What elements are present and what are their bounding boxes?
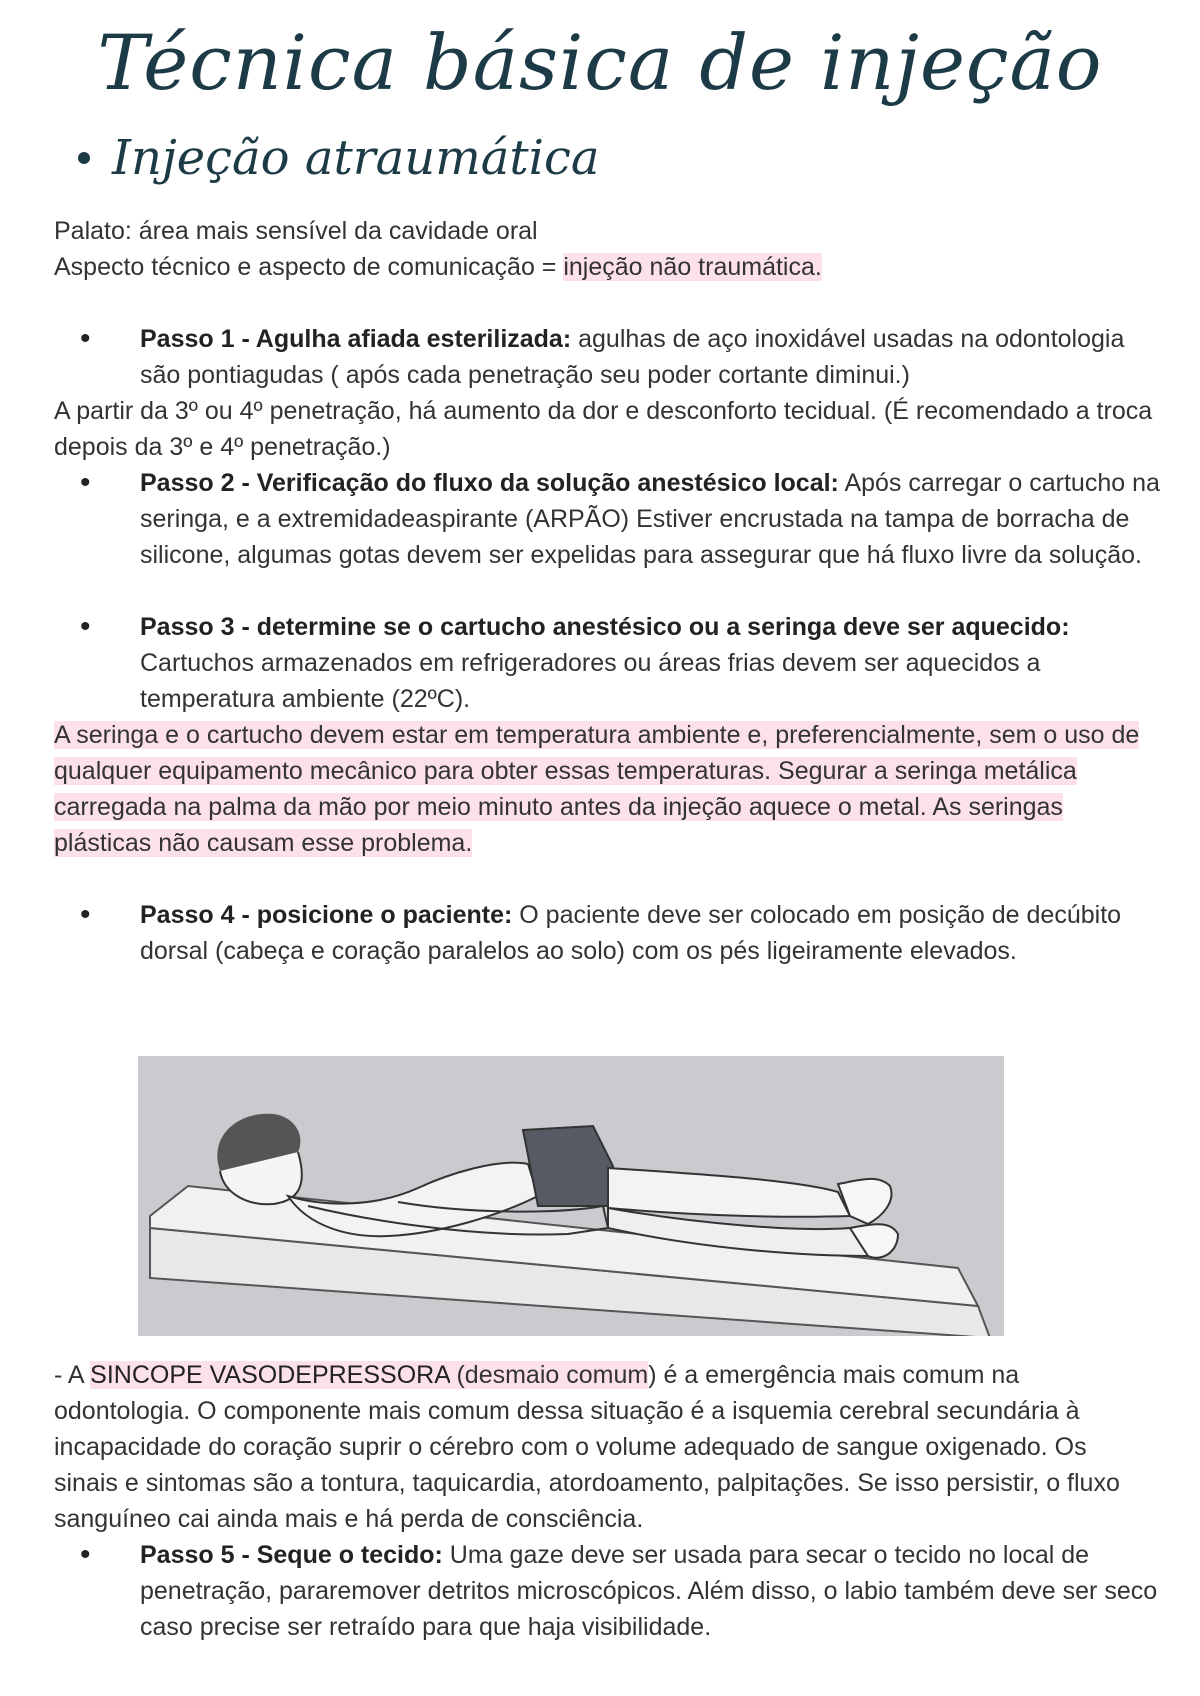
intro-highlight: injeção não traumática. [563,253,822,281]
intro-line-1: Palato: área mais sensível da cavidade oral [54,217,538,245]
syncope-text: ) é a emergência mais comum na odontologia. O componente mais comum dessa situação é a isquemia cerebral secundária à incapacidade do coração suprir o cérebro com o volume adequado de sangue oxigenado. Os sinais e sintomas são a tontura, taquicardia, atordoamento, palpitações. Se isso persistir, o fluxo sanguíneo cai ainda mais e há perda de consciência. [54,1361,1120,1533]
section-heading-text: Injeção atraumática [112,130,600,186]
step-1-text: agulhas de aço inoxidável usadas na odontologia são pontiagudas ( após cada penetração seu poder cortante diminui.) [140,325,1125,389]
highlight-paragraph-text: A seringa e o cartucho devem estar em temperatura ambiente e, preferencialmente, sem o uso de qualquer equipamento mecânico para obter essas temperaturas. Segurar a seringa metálica carregada na palma da mão por meio minuto antes da injeção aquece o metal. As seringas plásticas não causam esse problema. [54,721,1140,857]
step-2-title: Passo 2 - Verificação do fluxo da solução anestésico local: [140,469,839,497]
step-3 [54,609,1164,717]
after-step-1: A partir da 3º ou 4º penetração, há aumento da dor e desconforto tecidual. (É recomendado a troca depois da 3º e 4º penetração.) [54,397,1153,461]
step-4 [54,897,1164,969]
supine-patient-drawing [138,1056,1004,1336]
syncope-prefix: - A [54,1361,91,1389]
syncope-paragraph [54,1357,1154,1537]
intro-line-2-prefix: Aspecto técnico e aspecto de comunicação = [54,253,564,281]
step-5 [54,1537,1164,1645]
step-5-text: Uma gaze deve ser usada para secar o tecido no local de penetração, pararemover detritos microscópicos. Além disso, o labio também deve ser seco caso precise ser retraído para que haja visibilidade. [140,1541,1158,1641]
section-heading [78,128,599,188]
step-1-title: Passo 1 - Agulha afiada esterilizada: [140,325,572,353]
step-2 [54,465,1164,573]
intro [54,213,1154,285]
step-3-title: Passo 3 - determine se o cartucho anestésico ou a seringa deve ser aquecido: [140,613,1070,641]
syncope-highlight-2: (desmaio comum [449,1361,649,1389]
step-3-text: Cartuchos armazenados em refrigeradores ou áreas frias devem ser aquecidos a temperatura ambiente (22ºC). [140,649,1041,713]
intro-line-2 [54,249,1154,285]
step-5-title: Passo 5 - Seque o tecido: [140,1541,443,1569]
patient-position-illustration [138,1056,1004,1336]
bullet-icon: • [80,610,91,643]
step-2-text: Após carregar o cartucho na seringa, e a extremidadeaspirante (ARPÃO) Estiver encrustada na tampa de borracha de silicone, algumas gotas devem ser expelidas para assegurar que há fluxo livre da solução. [140,469,1160,569]
step-4-title: Passo 4 - posicione o paciente: [140,901,513,929]
page-title: Técnica básica de injeção [97,18,1103,107]
bullet-icon: • [80,898,91,931]
bullet-icon: • [80,322,91,355]
step-1 [54,321,1164,393]
bullet-icon: • [80,466,91,499]
syncope-highlight-1: SINCOPE VASODEPRESSORA [90,1361,450,1389]
highlight-paragraph [54,717,1144,861]
step-4-text: O paciente deve ser colocado em posição de decúbito dorsal (cabeça e coração paralelos ao solo) com os pés ligeiramente elevados. [140,901,1122,965]
bullet-icon: • [80,1538,91,1571]
bullet-dot-icon [78,152,90,164]
